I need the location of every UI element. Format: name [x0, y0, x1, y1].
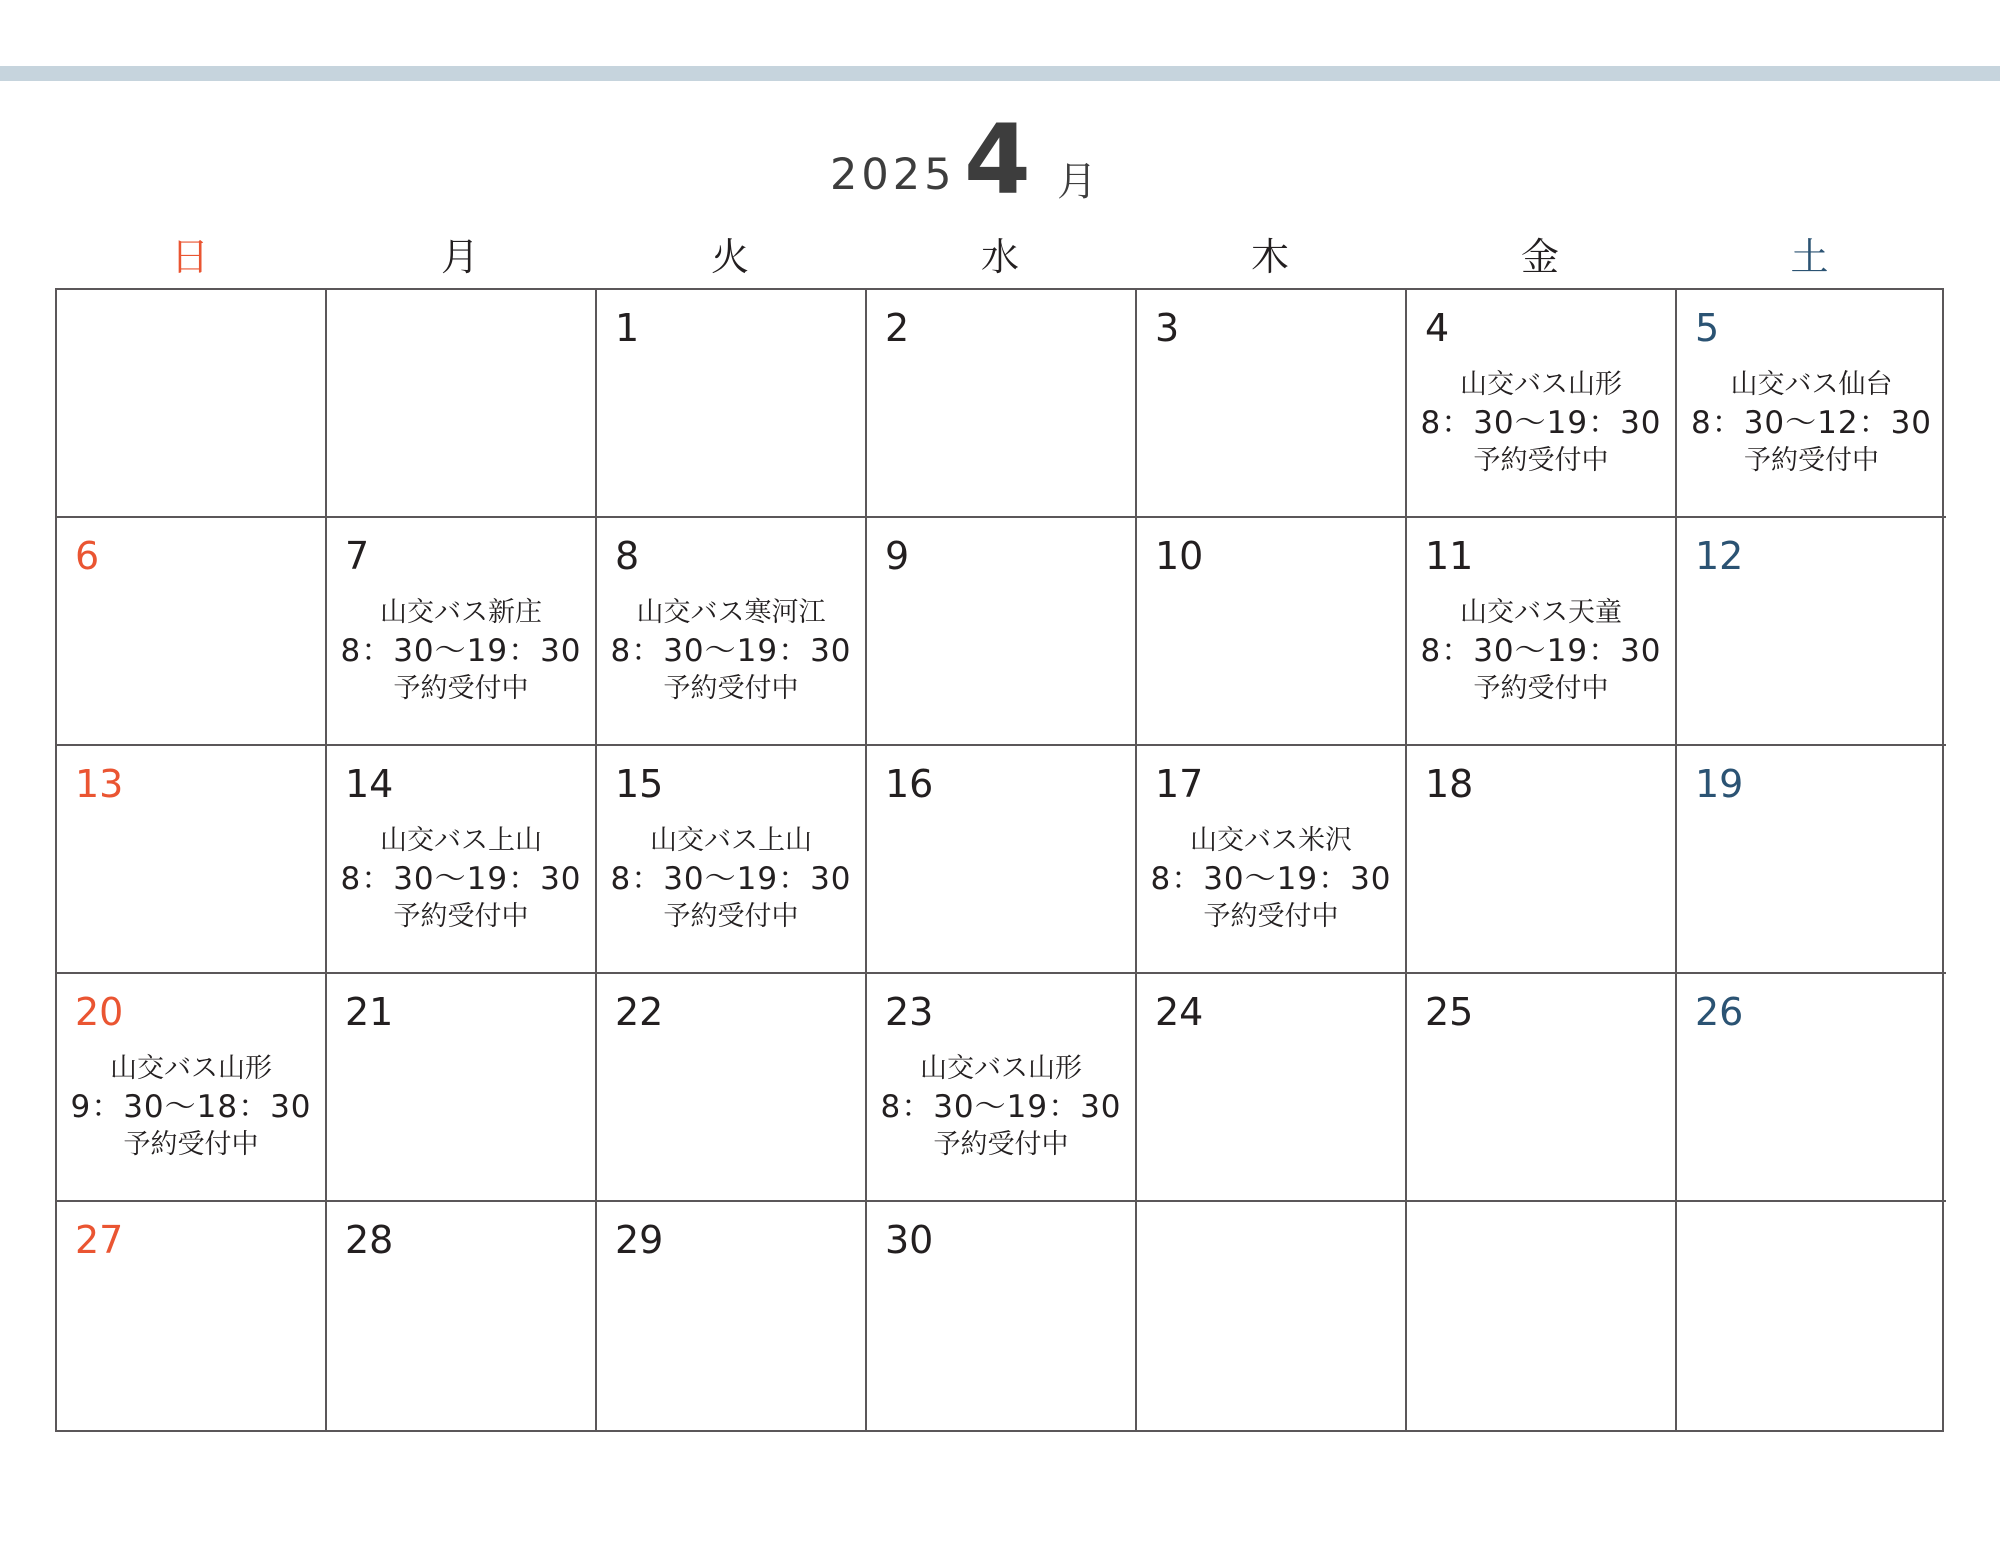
reservation-event — [597, 594, 865, 708]
event-status: 予約受付中 — [393, 673, 529, 704]
day-cell — [867, 1202, 1137, 1430]
day-cell — [867, 974, 1137, 1202]
event-place: 山交バス新庄 — [380, 597, 542, 628]
empty-day-cell — [57, 290, 327, 518]
day-cell — [327, 974, 597, 1202]
event-status: 予約受付中 — [1473, 445, 1609, 476]
day-number: 23 — [885, 990, 934, 1034]
event-status: 予約受付中 — [393, 901, 529, 932]
day-number: 1 — [615, 306, 640, 350]
weekday-label-tuesday: 火 — [710, 235, 749, 279]
event-status: 予約受付中 — [1473, 673, 1609, 704]
day-cell — [1137, 518, 1407, 746]
day-number: 29 — [615, 1218, 664, 1262]
event-hours: 8：30〜19：30 — [340, 633, 582, 669]
day-number: 12 — [1695, 534, 1744, 578]
day-number: 2 — [885, 306, 910, 350]
day-number: 19 — [1695, 762, 1744, 806]
day-number: 17 — [1155, 762, 1204, 806]
day-number: 22 — [615, 990, 664, 1034]
event-place: 山交バス天童 — [1460, 597, 1622, 628]
day-cell — [597, 746, 867, 974]
event-place: 山交バス上山 — [650, 825, 812, 856]
weekday-label-saturday: 土 — [1790, 235, 1829, 279]
day-number: 27 — [75, 1218, 124, 1262]
day-number: 20 — [75, 990, 124, 1034]
event-place: 山交バス山形 — [920, 1053, 1082, 1084]
day-cell — [1677, 518, 1946, 746]
reservation-event — [1407, 594, 1675, 708]
calendar-month: 4 — [964, 104, 1031, 216]
day-number: 18 — [1425, 762, 1474, 806]
event-place: 山交バス山形 — [1460, 369, 1622, 400]
day-cell — [597, 1202, 867, 1430]
event-hours: 8：30〜19：30 — [610, 633, 852, 669]
day-cell — [1137, 974, 1407, 1202]
day-cell — [1407, 518, 1677, 746]
event-place: 山交バス山形 — [110, 1053, 272, 1084]
event-status: 予約受付中 — [663, 673, 799, 704]
event-hours: 8：30〜19：30 — [610, 861, 852, 897]
day-cell — [597, 974, 867, 1202]
event-place: 山交バス上山 — [380, 825, 542, 856]
day-cell — [597, 290, 867, 518]
reservation-event — [1137, 822, 1405, 936]
event-hours: 9：30〜18：30 — [70, 1089, 312, 1125]
day-cell — [327, 1202, 597, 1430]
day-cell — [867, 518, 1137, 746]
event-status: 予約受付中 — [663, 901, 799, 932]
calendar-grid — [55, 288, 1944, 1432]
day-cell — [327, 746, 597, 974]
day-cell — [1677, 974, 1946, 1202]
day-number: 9 — [885, 534, 910, 578]
empty-day-cell — [1677, 1202, 1946, 1430]
event-hours: 8：30〜12：30 — [1690, 405, 1933, 441]
day-cell — [57, 1202, 327, 1430]
calendar-month-suffix: 月 — [1057, 159, 1097, 205]
day-number: 28 — [345, 1218, 394, 1262]
day-cell — [867, 290, 1137, 518]
event-hours: 8：30〜19：30 — [1420, 405, 1662, 441]
day-cell — [1407, 290, 1677, 518]
event-hours: 8：30〜19：30 — [340, 861, 582, 897]
event-hours: 8：30〜19：30 — [1420, 633, 1662, 669]
day-number: 11 — [1425, 534, 1474, 578]
event-hours: 8：30〜19：30 — [1150, 861, 1392, 897]
day-cell — [1137, 746, 1407, 974]
day-number: 30 — [885, 1218, 934, 1262]
day-cell — [1677, 746, 1946, 974]
event-status: 予約受付中 — [933, 1129, 1069, 1160]
day-number: 10 — [1155, 534, 1204, 578]
weekday-label-monday: 月 — [440, 235, 479, 279]
day-number: 15 — [615, 762, 664, 806]
day-number: 4 — [1425, 306, 1450, 350]
day-cell — [57, 746, 327, 974]
day-number: 5 — [1695, 306, 1720, 350]
event-place: 山交バス米沢 — [1190, 825, 1352, 856]
day-number: 21 — [345, 990, 394, 1034]
calendar-header — [0, 104, 2000, 216]
event-hours: 8：30〜19：30 — [880, 1089, 1122, 1125]
day-cell — [867, 746, 1137, 974]
empty-day-cell — [1137, 1202, 1407, 1430]
reservation-event — [327, 594, 595, 708]
day-number: 25 — [1425, 990, 1474, 1034]
event-status: 予約受付中 — [1203, 901, 1339, 932]
day-cell — [597, 518, 867, 746]
reservation-event — [57, 1050, 325, 1164]
event-place: 山交バス寒河江 — [636, 597, 826, 628]
weekday-label-thursday: 木 — [1250, 235, 1289, 279]
reservation-event — [1407, 366, 1675, 480]
reservation-event — [597, 822, 865, 936]
day-number: 26 — [1695, 990, 1744, 1034]
day-number: 7 — [345, 534, 370, 578]
weekday-label-wednesday: 水 — [980, 235, 1019, 279]
reservation-event — [327, 822, 595, 936]
reservation-event — [867, 1050, 1135, 1164]
day-cell — [1677, 290, 1946, 518]
day-number: 3 — [1155, 306, 1180, 350]
day-cell — [327, 518, 597, 746]
day-number: 14 — [345, 762, 394, 806]
day-number: 13 — [75, 762, 124, 806]
event-place: 山交バス仙台 — [1730, 369, 1893, 400]
event-status: 予約受付中 — [123, 1129, 259, 1160]
day-number: 24 — [1155, 990, 1204, 1034]
top-accent-band — [0, 66, 2000, 81]
weekday-label-sunday: 日 — [170, 235, 209, 279]
day-cell — [1407, 746, 1677, 974]
weekday-label-friday: 金 — [1520, 235, 1559, 279]
day-number: 6 — [75, 534, 100, 578]
day-cell — [1407, 974, 1677, 1202]
day-number: 16 — [885, 762, 934, 806]
day-cell — [1137, 290, 1407, 518]
day-cell — [57, 518, 327, 746]
weekday-header-row — [55, 232, 1945, 282]
reservation-event — [1677, 366, 1946, 480]
event-status: 予約受付中 — [1744, 445, 1879, 476]
empty-day-cell — [1407, 1202, 1677, 1430]
empty-day-cell — [327, 290, 597, 518]
calendar-year: 2025 — [830, 150, 956, 200]
day-cell — [57, 974, 327, 1202]
day-number: 8 — [615, 534, 640, 578]
